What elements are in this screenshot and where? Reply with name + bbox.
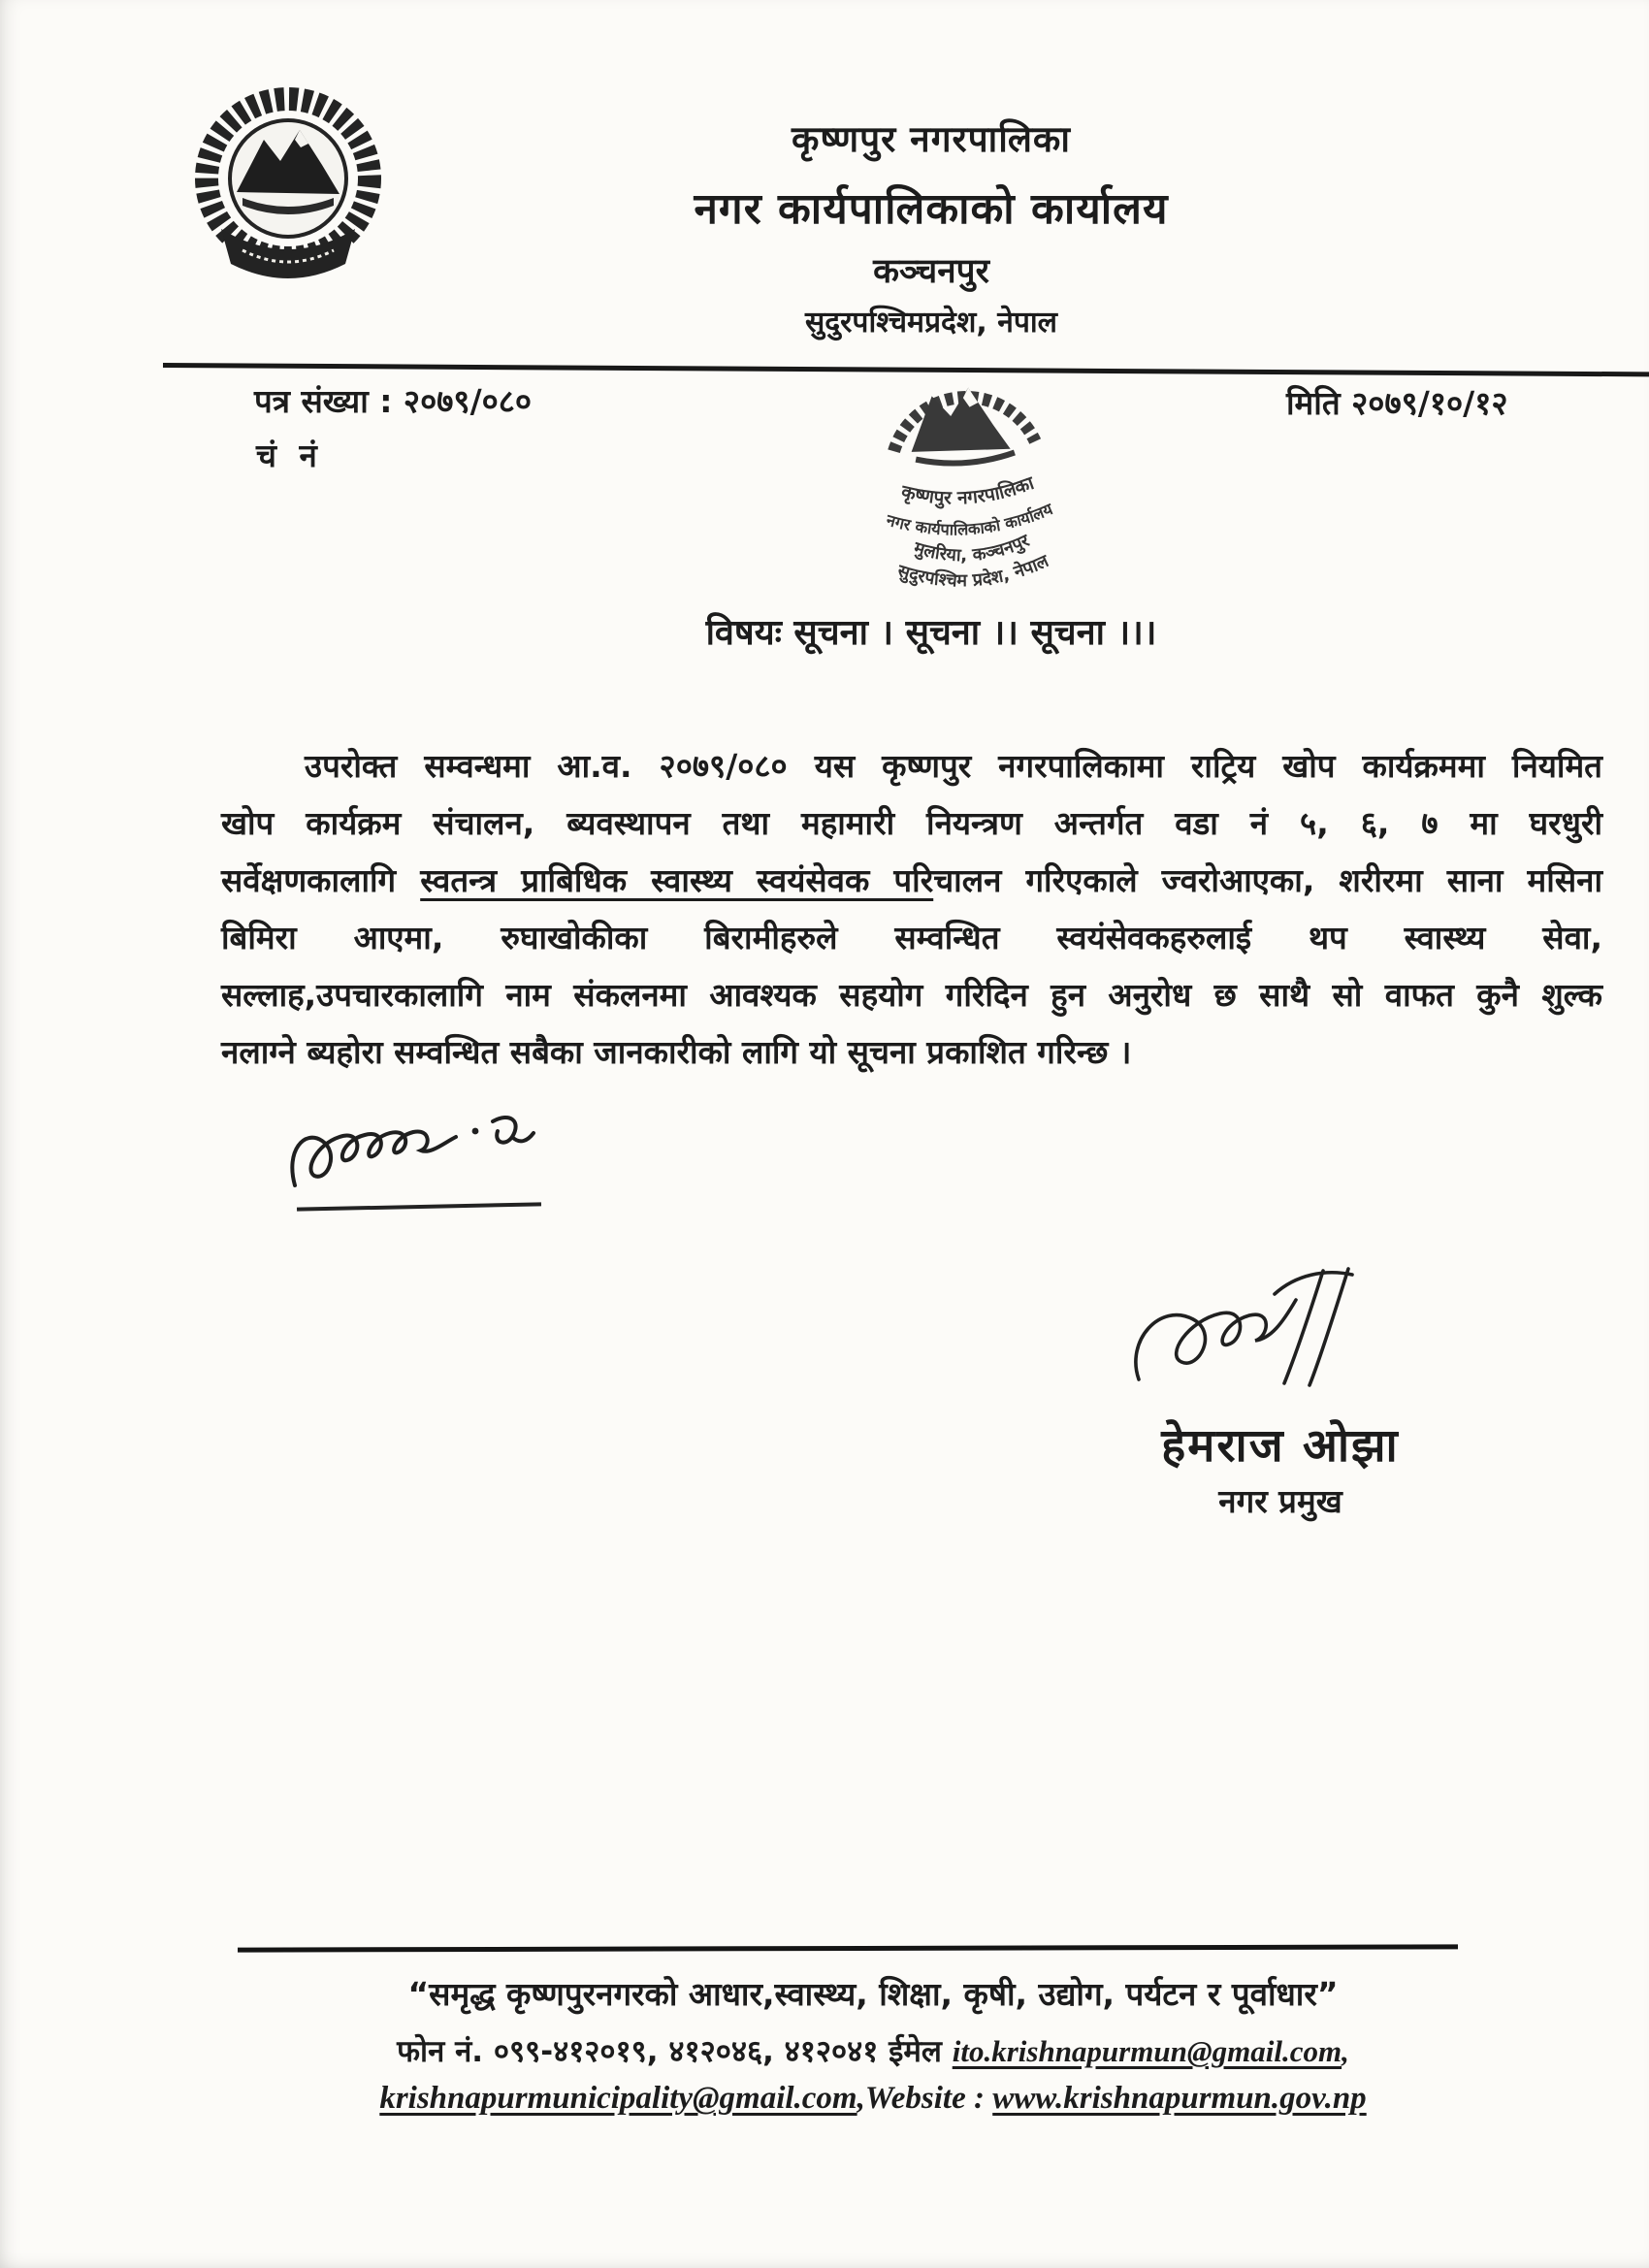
stamp-text-3: मुलरिया, कञ्चनपुर xyxy=(911,530,1033,567)
website-url: www.krishnapurmun.gov.np xyxy=(992,2081,1367,2116)
municipality-emblem-logo xyxy=(192,83,384,299)
footer-divider xyxy=(238,1944,1458,1952)
footer xyxy=(241,1971,1505,2117)
underlined-phrase: स्वतन्त्र प्राबिधिक स्वास्थ्य स्वयंसेवक परि xyxy=(420,861,934,899)
footer-contact-line xyxy=(241,2030,1505,2071)
body-line-4: बिमिरा आएमा, रुघाखोकीका बिरामीहरुले सम्वन्धित स्वयंसेवकहरुलाई थप स्वास्थ्य सेवा, xyxy=(221,919,1602,956)
website-label: ,Website : xyxy=(857,2081,993,2116)
email-municipality: krishnapurmunicipality@gmail.com xyxy=(379,2081,857,2116)
body-line-2: खोप कार्यक्रम संचालन, ब्यवस्थापन तथा महामारी नियन्त्रण अन्तर्गत वडा नं ५, ६, ७ मा घरधुरी xyxy=(221,804,1602,842)
initials-loops xyxy=(292,1131,456,1185)
letterhead xyxy=(543,113,1319,340)
stamp-base-line xyxy=(916,453,1015,467)
footer-web-line xyxy=(241,2081,1505,2117)
comma-after-email: , xyxy=(1342,2034,1349,2068)
phone-numbers: फोन नं. ०९९-४१२०१९, ४१२०४६, ४१२०४१ ईमेल xyxy=(397,2034,942,2069)
signatory-name: हेमराज ओझा xyxy=(1161,1419,1400,1473)
initials-dot xyxy=(472,1128,479,1135)
body-line-3-pre: सर्वेक्षणकालागि xyxy=(221,861,421,899)
signature-loops xyxy=(1136,1300,1296,1379)
footer-slogan: “समृद्ध कृष्णपुरनगरको आधार,स्वास्थ्य, शिक्षा, कृषी, उद्योग, पर्यटन र पूर्वाधार” xyxy=(407,1975,1339,2013)
province-name: सुदुरपश्चिमप्रदेश, नेपाल xyxy=(804,306,1058,340)
body-line-5: सल्लाह,उपचारकालागि नाम संकलनमा आवश्यक सहयोग गरिदिन हुन अनुरोध छ साथै सो वाफत कुनै शुल्क xyxy=(221,976,1602,1014)
stamp-text-1: कृष्णपुर नगरपालिका xyxy=(899,471,1037,509)
letter-date: मिति २०७९/१०/१२ xyxy=(1286,384,1508,422)
signatory-title: नगर प्रमुख xyxy=(1218,1482,1342,1520)
stamp-text-2: नगर कार्यपालिकाको कार्यालय xyxy=(884,500,1055,539)
body-line-3 xyxy=(221,852,1602,909)
dispatch-number: चं नं xyxy=(256,437,323,474)
office-stamp xyxy=(831,340,1104,626)
reference-number: पत्र संख्या : २०७९/०८० xyxy=(254,382,533,420)
email-ito: ito.krishnapurmun@gmail.com xyxy=(952,2034,1342,2068)
letter-body xyxy=(221,737,1602,1081)
signature-slash-2 xyxy=(1310,1269,1348,1385)
initials-flourish xyxy=(493,1118,534,1143)
city-name: कञ्चनपुर xyxy=(873,252,989,291)
municipality-name: कृष्णपुर नगरपालिका xyxy=(792,118,1071,160)
body-line-6: नलाग्ने ब्यहोरा सम्वन्धित सबैका जानकारीको लागि यो सूचना प्रकाशित गरिन्छ । xyxy=(221,1033,1132,1071)
body-line-3-post: चालन गरिएकाले ज्वरोआएका, शरीरमा साना मसिना xyxy=(933,861,1602,899)
body-line-1: उपरोक्त सम्वन्धमा आ.व. २०७९/०८० यस कृष्णपुर नगरपालिकामा राट्रिय खोप कार्यक्रममा नियमित xyxy=(305,747,1602,785)
stamp-text-4: सुदुरपश्चिम प्रदेश, नेपाल xyxy=(894,550,1052,592)
mayor-signature-scribble xyxy=(1129,1261,1410,1412)
initials-scribble xyxy=(283,1092,584,1207)
subject-line: विषयः सूचना । सूचना ।। सूचना ।।। xyxy=(705,613,1157,653)
office-name: नगर कार्यपालिकाको कार्यालय xyxy=(694,184,1169,234)
